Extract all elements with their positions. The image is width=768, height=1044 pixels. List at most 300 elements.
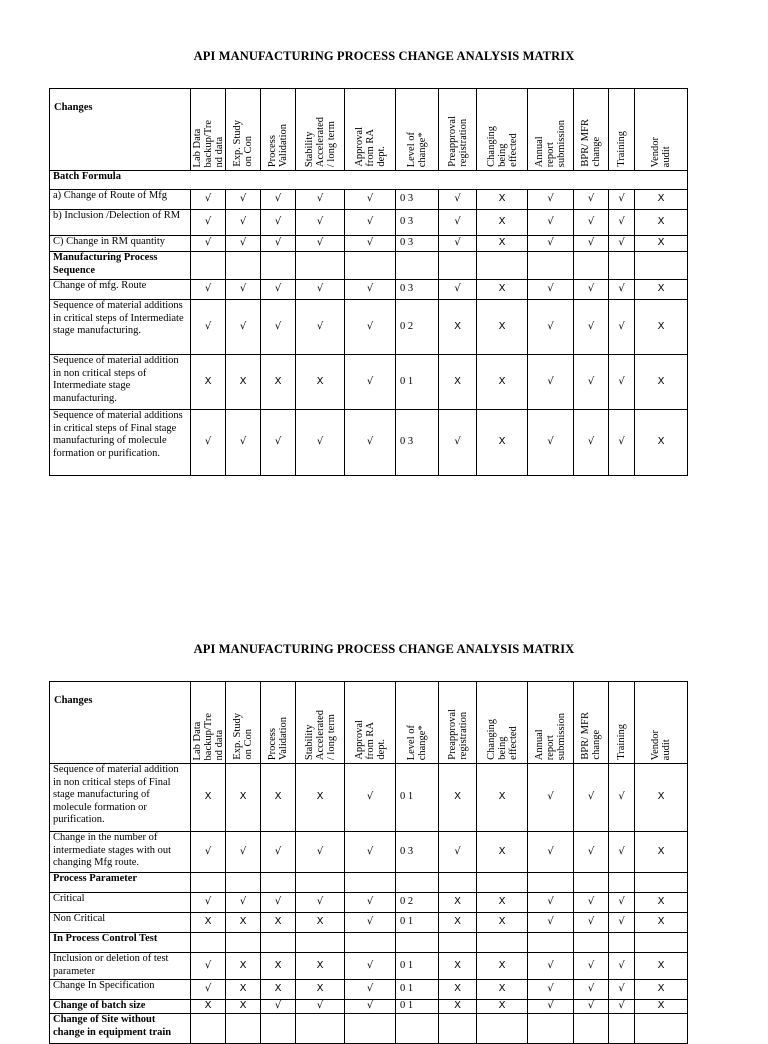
matrix-cell — [439, 873, 477, 893]
column-header-label: Vendor audit — [650, 729, 672, 760]
matrix-cell: √ — [261, 280, 296, 300]
column-header — [261, 682, 296, 764]
matrix-cell: X — [191, 1000, 226, 1014]
matrix-cell: √ — [528, 953, 574, 980]
matrix-cell: √ — [261, 236, 296, 252]
section-heading: Manufacturing Process Sequence — [50, 252, 191, 280]
matrix-cell: √ — [345, 832, 396, 873]
matrix-cell: √ — [528, 355, 574, 410]
matrix-cell: √ — [191, 832, 226, 873]
matrix-cell: √ — [439, 832, 477, 873]
matrix-cell: √ — [609, 236, 635, 252]
matrix-cell: √ — [439, 190, 477, 210]
matrix-cell: √ — [191, 300, 226, 355]
matrix-cell: X — [296, 764, 345, 832]
level-of-change-cell: 0 2 — [396, 893, 439, 913]
matrix-cell: √ — [439, 236, 477, 252]
matrix-cell: √ — [528, 832, 574, 873]
matrix-cell: √ — [296, 210, 345, 236]
matrix-cell — [439, 933, 477, 953]
matrix-cell: √ — [345, 893, 396, 913]
change-label: Critical — [50, 893, 191, 913]
matrix-cell: X — [226, 355, 261, 410]
level-of-change-cell: 0 3 — [396, 190, 439, 210]
matrix-cell: X — [477, 236, 528, 252]
matrix-cell — [574, 1014, 609, 1044]
matrix-cell: √ — [609, 1000, 635, 1014]
column-header — [191, 682, 226, 764]
change-label: Sequence of material additions in critical steps of Final stage manufacturing of molecule formation or purification. — [50, 410, 191, 476]
level-of-change-cell: 0 1 — [396, 953, 439, 980]
column-header — [477, 682, 528, 764]
column-header-label: Changing being effected — [485, 719, 519, 760]
table-row — [50, 1014, 688, 1044]
matrix-cell: X — [635, 355, 688, 410]
matrix-cell: √ — [609, 764, 635, 832]
matrix-cell: √ — [574, 913, 609, 933]
matrix-cell — [439, 1014, 477, 1044]
matrix-cell: √ — [609, 832, 635, 873]
matrix-cell: √ — [296, 236, 345, 252]
matrix-cell: √ — [296, 832, 345, 873]
column-header-label: Lab Data backup/Tre nd data — [191, 119, 225, 167]
column-header — [635, 89, 688, 171]
change-label: Sequence of material addition in non critical steps of Intermediate stage manufacturing. — [50, 355, 191, 410]
matrix-cell: X — [439, 300, 477, 355]
column-header-label: BPR/ MFR change — [580, 119, 602, 167]
matrix-cell — [191, 873, 226, 893]
column-header-label: Lab Data backup/Tre nd data — [191, 712, 225, 760]
matrix-cell: √ — [439, 410, 477, 476]
matrix-cell: √ — [296, 893, 345, 913]
matrix-cell — [226, 933, 261, 953]
matrix-cell — [477, 252, 528, 280]
matrix-cell — [528, 1014, 574, 1044]
matrix-cell: √ — [609, 913, 635, 933]
matrix-cell: X — [439, 355, 477, 410]
matrix-cell — [635, 933, 688, 953]
column-header-label: Stability Accelerated / long term — [303, 116, 337, 167]
change-label: b) Inclusion /Delection of RM — [50, 210, 191, 236]
column-header — [296, 89, 345, 171]
matrix-cell: √ — [191, 236, 226, 252]
matrix-cell — [296, 873, 345, 893]
table-row — [50, 893, 688, 913]
matrix-cell: X — [635, 280, 688, 300]
matrix-cell — [345, 252, 396, 280]
matrix-cell: X — [477, 980, 528, 1000]
matrix-cell: X — [261, 355, 296, 410]
matrix-cell: √ — [226, 893, 261, 913]
column-header — [609, 682, 635, 764]
matrix-cell: √ — [191, 210, 226, 236]
matrix-cell: X — [635, 1000, 688, 1014]
matrix-cell: X — [191, 355, 226, 410]
column-header — [396, 682, 439, 764]
column-header — [191, 89, 226, 171]
table-row — [50, 252, 688, 280]
level-of-change-cell: 0 3 — [396, 210, 439, 236]
matrix-cell: √ — [296, 410, 345, 476]
matrix-cell: √ — [191, 893, 226, 913]
matrix-cell — [477, 873, 528, 893]
matrix-cell: X — [439, 953, 477, 980]
matrix-cell: X — [226, 953, 261, 980]
matrix-cell: √ — [609, 980, 635, 1000]
matrix-cell: √ — [574, 953, 609, 980]
matrix-cell: X — [191, 913, 226, 933]
matrix-cell: X — [635, 913, 688, 933]
level-of-change-cell: 0 1 — [396, 980, 439, 1000]
matrix-cell: √ — [261, 893, 296, 913]
matrix-cell — [296, 1014, 345, 1044]
level-of-change-cell: 0 3 — [396, 236, 439, 252]
matrix-cell: √ — [261, 190, 296, 210]
table-row — [50, 980, 688, 1000]
matrix-cell — [574, 252, 609, 280]
matrix-cell: X — [635, 832, 688, 873]
level-of-change-cell — [396, 252, 439, 280]
matrix-cell: √ — [574, 236, 609, 252]
matrix-cell: √ — [226, 832, 261, 873]
table-row — [50, 913, 688, 933]
matrix-cell: X — [477, 410, 528, 476]
matrix-cell: √ — [345, 300, 396, 355]
page-title: API MANUFACTURING PROCESS CHANGE ANALYSIS MATRIX — [193, 49, 575, 63]
level-of-change-cell: 0 1 — [396, 1000, 439, 1014]
matrix-cell: √ — [296, 1000, 345, 1014]
column-header-label: Training — [616, 131, 627, 167]
matrix-cell: X — [635, 410, 688, 476]
matrix-cell — [261, 873, 296, 893]
section-heading: Process Parameter — [50, 873, 191, 893]
matrix-cell: √ — [296, 190, 345, 210]
table-row — [50, 190, 688, 210]
matrix-cell: X — [635, 236, 688, 252]
matrix-cell — [609, 252, 635, 280]
matrix-cell — [226, 252, 261, 280]
column-header-changes: Changes — [50, 682, 191, 764]
matrix-cell — [574, 933, 609, 953]
matrix-cell — [609, 1014, 635, 1044]
column-header — [609, 89, 635, 171]
level-of-change-cell: 0 1 — [396, 913, 439, 933]
column-header-label: Stability Accelerated / long term — [303, 709, 337, 760]
level-of-change-cell — [396, 933, 439, 953]
matrix-cell: √ — [528, 913, 574, 933]
matrix-cell — [345, 873, 396, 893]
matrix-cell — [635, 1014, 688, 1044]
matrix-cell: X — [477, 913, 528, 933]
matrix-cell: √ — [574, 280, 609, 300]
matrix-cell: √ — [528, 764, 574, 832]
table-row — [50, 280, 688, 300]
matrix-cell: √ — [609, 210, 635, 236]
matrix-cell: √ — [261, 300, 296, 355]
matrix-cell: √ — [574, 764, 609, 832]
matrix-header-row — [50, 89, 688, 171]
matrix-cell: √ — [609, 190, 635, 210]
section-heading: In Process Control Test — [50, 933, 191, 953]
matrix-cell: √ — [528, 410, 574, 476]
matrix-cell: X — [635, 893, 688, 913]
matrix-cell: √ — [261, 210, 296, 236]
change-label: Sequence of material additions in critical steps of Intermediate stage manufacturing. — [50, 300, 191, 355]
matrix-cell — [345, 933, 396, 953]
matrix-cell — [261, 933, 296, 953]
column-header-label: Vendor audit — [650, 136, 672, 167]
column-header — [635, 682, 688, 764]
matrix-cell: X — [635, 980, 688, 1000]
matrix-cell: √ — [439, 280, 477, 300]
matrix-cell: √ — [528, 1000, 574, 1014]
change-analysis-matrix-1 — [49, 88, 688, 476]
matrix-cell: √ — [609, 280, 635, 300]
matrix-cell — [261, 1014, 296, 1044]
table-row — [50, 873, 688, 893]
table-row — [50, 1000, 688, 1014]
matrix-cell: √ — [226, 210, 261, 236]
matrix-cell: X — [226, 980, 261, 1000]
change-analysis-matrix-2 — [49, 681, 688, 1044]
column-header-label: Training — [616, 724, 627, 760]
matrix-cell — [296, 933, 345, 953]
matrix-cell: √ — [574, 832, 609, 873]
column-header-changes: Changes — [50, 89, 191, 171]
level-of-change-cell: 0 3 — [396, 410, 439, 476]
column-header-label: Level of change* — [406, 131, 428, 167]
column-header-label: Preapproval registration — [446, 116, 469, 167]
matrix-cell: √ — [261, 410, 296, 476]
matrix-cell: √ — [574, 410, 609, 476]
matrix-cell: X — [477, 1000, 528, 1014]
table-row — [50, 355, 688, 410]
matrix-cell: √ — [609, 355, 635, 410]
matrix-cell — [191, 933, 226, 953]
matrix-cell: √ — [345, 410, 396, 476]
column-header-label: Level of change* — [406, 724, 428, 760]
matrix-cell: √ — [296, 300, 345, 355]
matrix-cell: X — [261, 913, 296, 933]
matrix-cell: X — [261, 953, 296, 980]
column-header-label: Approval from RA dept. — [353, 127, 387, 167]
matrix-cell: X — [296, 913, 345, 933]
table-row — [50, 171, 688, 190]
change-label: Inclusion or deletion of test parameter — [50, 953, 191, 980]
column-header — [574, 682, 609, 764]
matrix-cell: √ — [226, 280, 261, 300]
matrix-cell: √ — [528, 280, 574, 300]
matrix-cell — [528, 252, 574, 280]
matrix-cell: X — [635, 210, 688, 236]
table-row — [50, 210, 688, 236]
table-row — [50, 933, 688, 953]
column-header — [528, 682, 574, 764]
change-label: a) Change of Route of Mfg — [50, 190, 191, 210]
matrix-cell: X — [226, 1000, 261, 1014]
level-of-change-cell: 0 3 — [396, 280, 439, 300]
matrix-cell: X — [296, 953, 345, 980]
matrix-cell: X — [296, 355, 345, 410]
change-label: Change in the number of intermediate stages with out changing Mfg route. — [50, 832, 191, 873]
matrix-cell: √ — [345, 210, 396, 236]
table-row — [50, 236, 688, 252]
matrix-cell: √ — [191, 280, 226, 300]
matrix-cell: √ — [191, 410, 226, 476]
matrix-cell: X — [191, 764, 226, 832]
matrix-cell: √ — [226, 410, 261, 476]
table-row — [50, 832, 688, 873]
matrix-cell: X — [477, 893, 528, 913]
matrix-cell — [609, 933, 635, 953]
matrix-cell: √ — [345, 953, 396, 980]
column-header — [261, 89, 296, 171]
matrix-cell: X — [477, 355, 528, 410]
change-label: Non Critical — [50, 913, 191, 933]
matrix-cell: X — [439, 893, 477, 913]
matrix-cell: √ — [574, 355, 609, 410]
matrix-cell: √ — [609, 300, 635, 355]
column-header — [477, 89, 528, 171]
matrix-cell: X — [439, 980, 477, 1000]
matrix-cell: √ — [345, 1000, 396, 1014]
matrix-cell: X — [261, 764, 296, 832]
matrix-cell: X — [439, 913, 477, 933]
matrix-cell — [477, 933, 528, 953]
matrix-cell: √ — [574, 210, 609, 236]
level-of-change-cell — [396, 873, 439, 893]
column-header — [296, 682, 345, 764]
table-row — [50, 410, 688, 476]
column-header — [439, 682, 477, 764]
matrix-cell: √ — [574, 300, 609, 355]
level-of-change-cell: 0 3 — [396, 832, 439, 873]
level-of-change-cell — [396, 1014, 439, 1044]
matrix-cell: X — [477, 764, 528, 832]
matrix-cell: √ — [528, 300, 574, 355]
matrix-cell — [345, 1014, 396, 1044]
matrix-cell: √ — [345, 280, 396, 300]
column-header — [345, 89, 396, 171]
matrix-cell: √ — [296, 280, 345, 300]
matrix-cell: √ — [345, 913, 396, 933]
section-heading: Batch Formula — [50, 171, 688, 190]
change-label: Sequence of material addition in non critical steps of Final stage manufacturing of molecule formation or purification. — [50, 764, 191, 832]
matrix-header-row — [50, 682, 688, 764]
matrix-cell: X — [477, 280, 528, 300]
matrix-cell: √ — [191, 980, 226, 1000]
level-of-change-cell: 0 1 — [396, 355, 439, 410]
column-header — [528, 89, 574, 171]
matrix-cell: √ — [574, 893, 609, 913]
matrix-cell: X — [635, 764, 688, 832]
matrix-cell — [191, 252, 226, 280]
matrix-cell: √ — [226, 300, 261, 355]
matrix-cell — [439, 252, 477, 280]
matrix-cell — [528, 873, 574, 893]
page-title-continued: API MANUFACTURING PROCESS CHANGE ANALYSIS MATRIX — [193, 642, 575, 656]
matrix-cell — [191, 1014, 226, 1044]
matrix-cell: X — [635, 190, 688, 210]
matrix-cell: X — [477, 210, 528, 236]
column-header-label: Process Validation — [267, 716, 289, 760]
column-header — [226, 89, 261, 171]
column-header-label: Exp. Study on Con — [232, 713, 254, 760]
matrix-cell — [574, 873, 609, 893]
column-header-label: Exp. Study on Con — [232, 120, 254, 167]
matrix-cell: √ — [528, 190, 574, 210]
section-heading: Change of batch size — [50, 1000, 191, 1014]
matrix-cell: X — [477, 832, 528, 873]
matrix-cell: X — [226, 913, 261, 933]
matrix-cell: X — [635, 953, 688, 980]
matrix-cell — [296, 252, 345, 280]
matrix-cell: X — [477, 190, 528, 210]
matrix-cell: √ — [261, 1000, 296, 1014]
matrix-cell: √ — [574, 1000, 609, 1014]
level-of-change-cell: 0 2 — [396, 300, 439, 355]
matrix-cell: √ — [345, 190, 396, 210]
matrix-cell: √ — [528, 980, 574, 1000]
change-label: Change In Specification — [50, 980, 191, 1000]
matrix-cell — [226, 873, 261, 893]
table-row — [50, 300, 688, 355]
matrix-cell: X — [226, 764, 261, 832]
matrix-cell — [635, 252, 688, 280]
matrix-cell — [226, 1014, 261, 1044]
table-row — [50, 953, 688, 980]
matrix-cell: √ — [345, 980, 396, 1000]
matrix-cell: X — [439, 764, 477, 832]
matrix-cell: X — [477, 953, 528, 980]
column-header — [439, 89, 477, 171]
matrix-cell: √ — [528, 893, 574, 913]
column-header — [345, 682, 396, 764]
matrix-cell: √ — [261, 832, 296, 873]
column-header-label: Annual report submission — [534, 119, 567, 167]
matrix-cell: √ — [345, 764, 396, 832]
matrix-cell: √ — [609, 893, 635, 913]
matrix-cell: √ — [191, 953, 226, 980]
column-header — [574, 89, 609, 171]
matrix-cell: √ — [226, 190, 261, 210]
matrix-cell: √ — [528, 210, 574, 236]
table-row — [50, 764, 688, 832]
matrix-cell: √ — [528, 236, 574, 252]
matrix-cell: X — [439, 1000, 477, 1014]
matrix-cell: √ — [226, 236, 261, 252]
matrix-cell: √ — [574, 190, 609, 210]
matrix-cell: X — [296, 980, 345, 1000]
level-of-change-cell: 0 1 — [396, 764, 439, 832]
matrix-cell: √ — [574, 980, 609, 1000]
column-header-label: Approval from RA dept. — [353, 720, 387, 760]
matrix-cell: √ — [191, 190, 226, 210]
column-header-label: Preapproval registration — [446, 709, 469, 760]
matrix-cell: X — [261, 980, 296, 1000]
matrix-cell: √ — [609, 953, 635, 980]
column-header-label: BPR/ MFR change — [580, 712, 602, 760]
matrix-cell — [609, 873, 635, 893]
column-header — [396, 89, 439, 171]
matrix-cell: √ — [439, 210, 477, 236]
matrix-cell: √ — [345, 355, 396, 410]
change-label: C) Change in RM quantity — [50, 236, 191, 252]
matrix-cell — [477, 1014, 528, 1044]
section-heading: Change of Site without change in equipment train — [50, 1014, 191, 1044]
matrix-cell: √ — [345, 236, 396, 252]
matrix-cell: √ — [609, 410, 635, 476]
